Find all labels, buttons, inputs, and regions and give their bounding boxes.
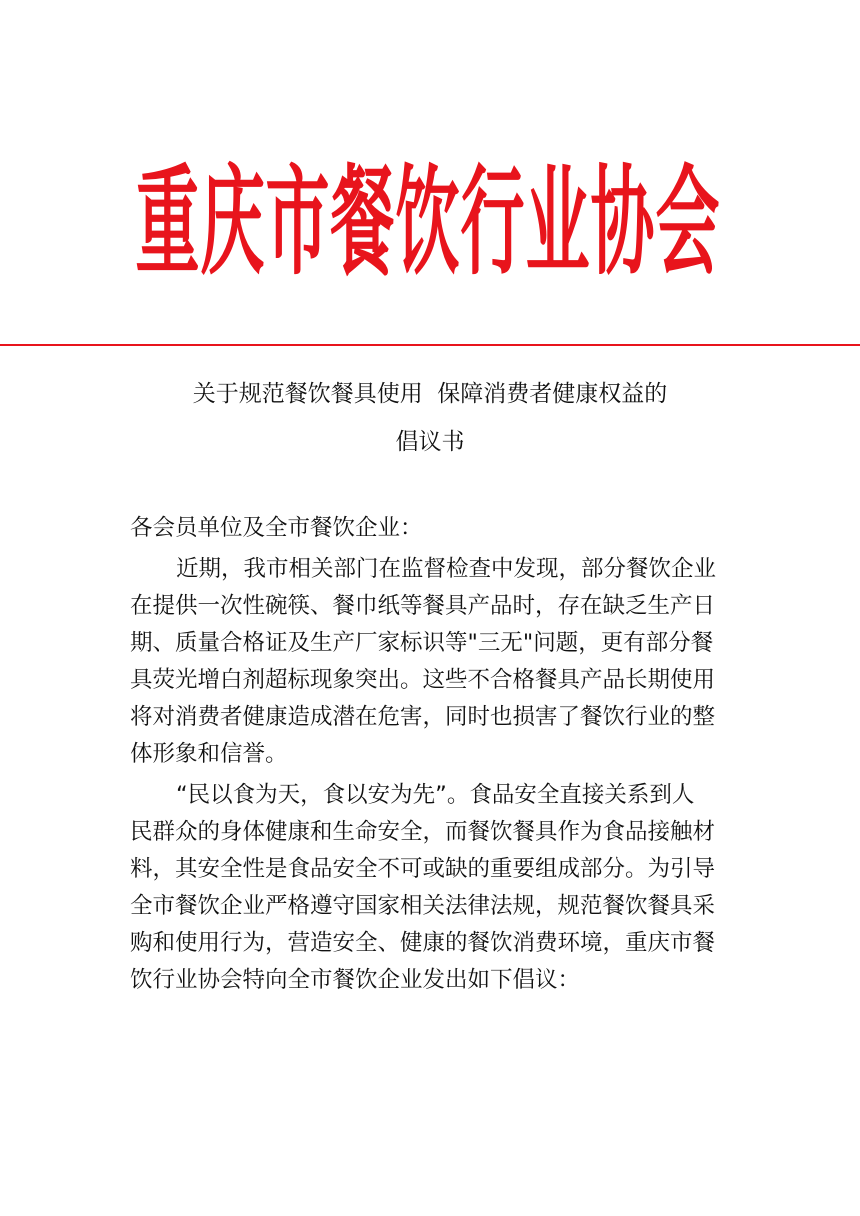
paragraph-line: 体形象和信誉。 (130, 741, 288, 767)
letterhead-divider (0, 344, 860, 346)
paragraph-line: 将对消费者健康造成潜在危害，同时也损害了餐饮行业的整 (130, 704, 716, 730)
paragraph-line: 购和使用行为，营造安全、健康的餐饮消费环境，重庆市餐 (130, 930, 716, 956)
paragraph-line: 料，其安全性是食品安全不可或缺的重要组成部分。为引导 (130, 856, 716, 882)
paragraph-line: 期、质量合格证及生产厂家标识等"三无"问题，更有部分餐 (130, 630, 714, 656)
paragraph-line: 民群众的身体健康和生命安全，而餐饮餐具作为食品接触材 (130, 819, 716, 845)
letterhead-organization-name (128, 120, 728, 293)
paragraph-2 (130, 777, 734, 999)
paragraph-line: 全市餐饮企业严格遵守国家相关法律法规，规范餐饮餐具采 (130, 893, 716, 919)
paragraph-line: 饮行业协会特向全市餐饮企业发出如下倡议： (130, 967, 581, 993)
paragraph-line: 具荧光增白剂超标现象突出。这些不合格餐具产品长期使用 (130, 667, 716, 693)
paragraph-1 (130, 551, 734, 773)
organization-name: 重庆市餐饮行业协会 (135, 153, 721, 293)
paragraph-line: 在提供一次性碗筷、餐巾纸等餐具产品时，存在缺乏生产日 (130, 593, 716, 619)
paragraph-line: 近期，我市相关部门在监督检查中发现，部分餐饮企业 (176, 556, 717, 582)
salutation: 各会员单位及全市餐饮企业： (130, 515, 423, 541)
paragraph-line: “民以食为天，食以安为先”。食品安全直接关系到人 (176, 782, 695, 808)
document-body (130, 510, 734, 1003)
document-title-line-1: 关于规范餐饮餐具使用 保障消费者健康权益的 (192, 381, 668, 407)
document-title-line-2: 倡议书 (395, 429, 465, 455)
